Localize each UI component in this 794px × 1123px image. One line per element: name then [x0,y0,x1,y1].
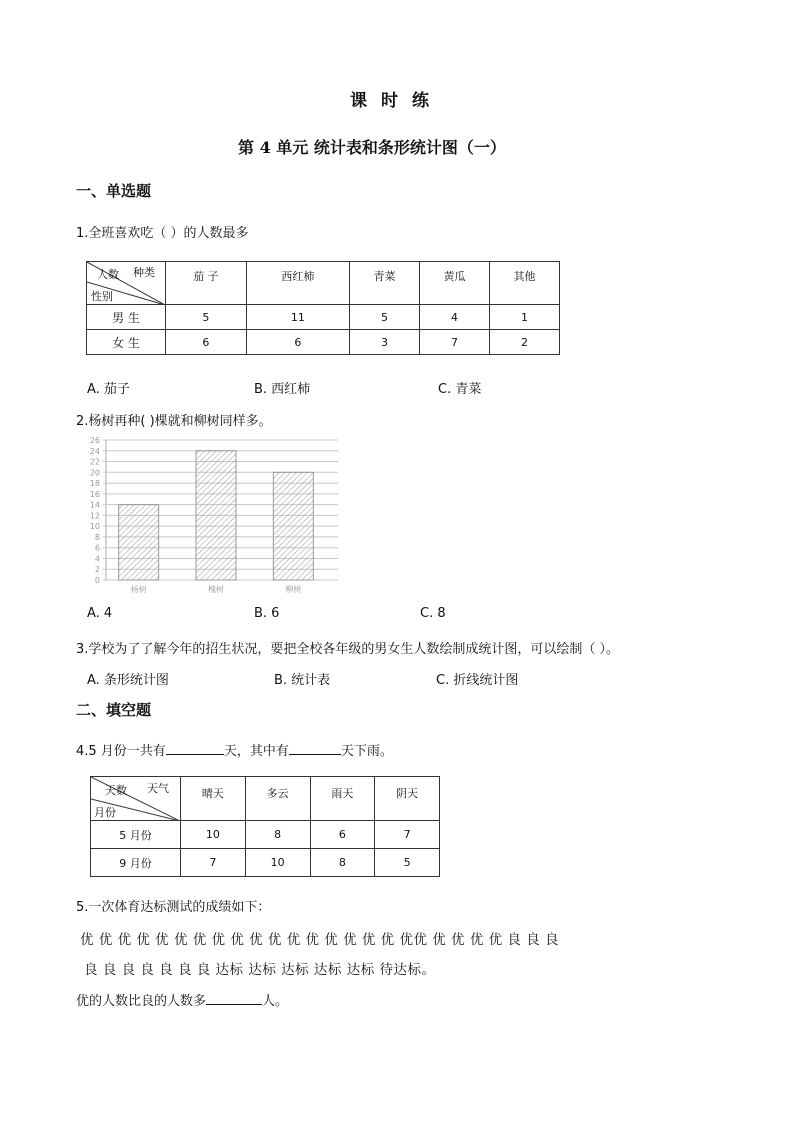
q4-cell: 7 [181,849,246,877]
q4-cell: 5 [375,849,440,877]
q1-cell: 5 [166,305,247,330]
y-tick-label: 6 [94,543,100,553]
y-tick-label: 4 [94,554,100,564]
q1-col-header: 其他 [490,262,560,305]
q4-col-header: 阴天 [375,777,440,821]
q4-corner-weather: 天气 [147,782,169,795]
q4-row-label: 5 月份 [91,821,181,849]
q1-cell: 3 [350,330,420,355]
q1-option-a[interactable]: A. 茄子 [87,382,130,397]
q4-cell: 10 [245,849,310,877]
q1-cell: 6 [246,330,349,355]
q4-corner-days: 天数 [105,784,127,797]
q2-option-b[interactable]: B. 6 [254,606,280,621]
q1-cell: 1 [490,305,560,330]
table-row [91,821,440,849]
question-1-text: 1.全班喜欢吃（ ）的人数最多 [76,226,249,241]
question-5-text: 5.一次体育达标测试的成绩如下： [76,900,271,915]
q3-option-a[interactable]: A. 条形统计图 [87,673,169,688]
q1-row-label: 男 生 [87,305,166,330]
q1-cell: 7 [420,330,490,355]
q5-question [76,990,288,1009]
table-row [87,305,560,330]
question-3-text: 3.学校为了了解今年的招生状况，要把全校各年级的男女生人数绘制成统计图，可以绘制（ ）。 [76,642,620,657]
q4-table-corner [91,777,181,821]
bar [119,505,159,580]
q4-blank-1[interactable] [166,742,224,755]
q1-col-header: 青菜 [350,262,420,305]
y-tick-label: 22 [89,457,100,467]
q1-table-corner [87,262,166,305]
q5-scores-line-2: 良 良 良 良 良 良 良 达标 达标 达标 达标 达标 待达标。 [84,962,436,978]
q1-corner-gender: 性别 [91,290,113,303]
q4-text-c: 天下雨。 [340,744,393,759]
q1-table [86,261,560,355]
q5-text-b: 人。 [262,994,289,1009]
table-row [91,849,440,877]
page-subtitle: 第 4 单元 统计表和条形统计图（一） [238,138,506,157]
question-2-text: 2.杨树再种( )棵就和柳树同样多。 [76,414,272,429]
q1-col-header: 茄 子 [166,262,247,305]
q4-row-label: 9 月份 [91,849,181,877]
q1-corner-count: 人数 [97,268,119,281]
bar [196,451,236,580]
q1-row-label: 女 生 [87,330,166,355]
q1-cell: 2 [490,330,560,355]
q4-col-header: 多云 [245,777,310,821]
table-row [87,330,560,355]
y-tick-label: 18 [89,479,100,489]
q1-option-b[interactable]: B. 西红柿 [254,382,311,397]
q4-table [90,776,440,877]
y-tick-label: 0 [94,576,100,585]
q3-option-c[interactable]: C. 折线统计图 [436,673,519,688]
y-tick-label: 8 [94,532,100,542]
y-tick-label: 12 [89,511,100,521]
q4-cell: 10 [181,821,246,849]
q1-cell: 6 [166,330,247,355]
q4-text-b: 天，其中有 [223,744,289,759]
x-tick-label: 槐树 [208,585,224,594]
q4-cell: 8 [310,849,375,877]
q4-text-a: 4.5 月份一共有 [76,744,166,759]
y-tick-label: 20 [89,468,100,478]
q1-cell: 11 [246,305,349,330]
bar [273,472,313,580]
question-4-text [76,740,393,759]
q1-corner-kind: 种类 [133,266,155,279]
q5-scores-line-1: 优 优 优 优 优 优 优 优 优 优 优 优 优 优 优 优 优 优优 优 优 优 优 良 良 良 [80,932,559,948]
y-tick-label: 14 [89,500,100,510]
q3-option-b[interactable]: B. 统计表 [274,673,331,688]
y-tick-label: 2 [94,565,100,575]
q4-cell: 8 [245,821,310,849]
q1-cell: 4 [420,305,490,330]
y-tick-label: 16 [89,489,100,499]
q2-option-c[interactable]: C. 8 [420,606,446,621]
q4-col-header: 晴天 [181,777,246,821]
q5-text-a: 优的人数比良的人数多 [76,994,207,1009]
q2-option-a[interactable]: A. 4 [87,606,113,621]
q1-option-c[interactable]: C. 青菜 [438,382,482,397]
y-tick-label: 24 [89,446,100,456]
q1-cell: 5 [350,305,420,330]
q4-blank-2[interactable] [289,742,341,755]
section-single-choice: 一、单选题 [76,182,152,200]
x-tick-label: 柳树 [285,585,302,594]
q4-corner-month: 月份 [94,806,116,819]
y-tick-label: 26 [89,436,100,445]
q5-blank[interactable] [206,992,262,1005]
q2-bar-chart [82,432,344,598]
page-title: 课时练 [350,91,443,111]
q4-cell: 6 [310,821,375,849]
section-fill-blank: 二、填空题 [76,701,152,719]
q1-col-header: 西红柿 [246,262,349,305]
q4-cell: 7 [375,821,440,849]
q4-col-header: 雨天 [310,777,375,821]
x-tick-label: 杨树 [130,585,147,594]
y-tick-label: 10 [89,522,100,532]
q1-col-header: 黄瓜 [420,262,490,305]
